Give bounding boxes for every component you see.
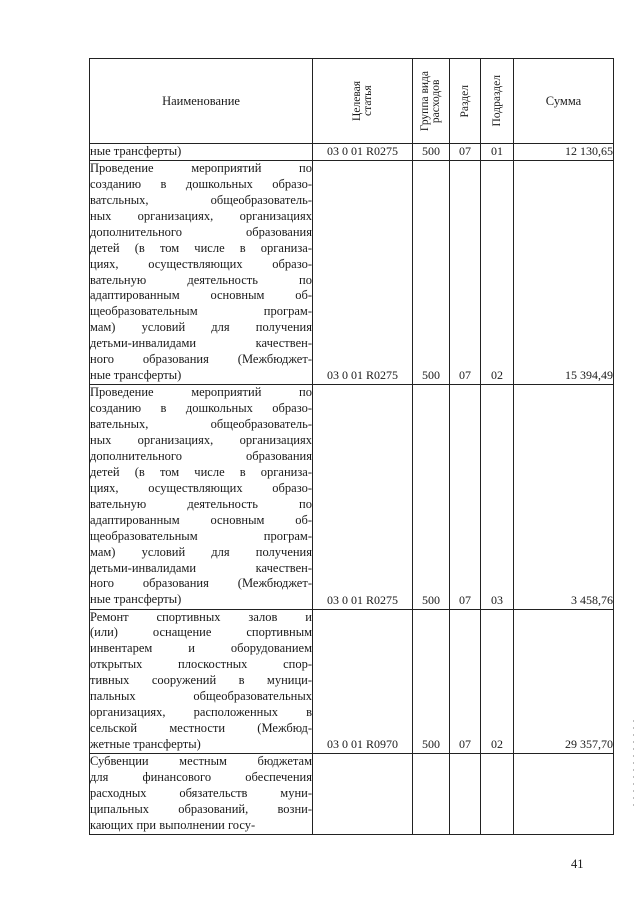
name-line: вательную деятельность по <box>90 496 312 511</box>
header-name: Наименование <box>90 59 313 144</box>
sum-cell <box>514 754 614 835</box>
section-cell <box>450 160 481 384</box>
name-line: дополнительного образования <box>90 224 312 239</box>
header-subsection: Подраздел <box>481 59 514 144</box>
target-article-cell <box>313 160 413 384</box>
target-article-cell <box>313 754 413 835</box>
target-article-cell-value: 03 0 01 R0970 <box>326 737 398 752</box>
sum-cell <box>514 160 614 384</box>
subsection-cell-value <box>481 818 513 834</box>
row-name-cell <box>90 609 313 754</box>
page-number: 41 <box>571 857 584 871</box>
expense-group-cell-value: 500 <box>422 368 440 383</box>
name-line: циях, осуществляющих образо- <box>90 256 312 271</box>
sum-cell-value: 12 130,65 <box>565 144 613 158</box>
name-line: мам) условий для получения <box>90 320 312 335</box>
table-row <box>90 754 614 835</box>
expense-group-cell <box>413 144 450 161</box>
target-article-cell <box>313 385 413 609</box>
header-target-article: Целевая статья <box>313 59 413 144</box>
name-line: (или) оснащение спортивным <box>90 625 312 640</box>
table-row <box>90 609 614 754</box>
budget-table <box>89 58 614 835</box>
name-line: циях, осуществляющих образо- <box>90 480 312 495</box>
row-name-cell <box>90 385 313 609</box>
target-article-cell-value: 03 0 01 R0275 <box>326 144 398 158</box>
name-line: расходных обязательств муни- <box>90 785 312 800</box>
name-line: ных организациях, организациях <box>90 433 312 448</box>
name-line: вательных, общеобразователь- <box>90 417 312 432</box>
name-line: детьми-инвалидами качествен- <box>90 336 312 351</box>
name-line: Проведение мероприятий по <box>90 385 312 400</box>
name-line: дополнительного образования <box>90 448 312 463</box>
table-row <box>90 385 614 609</box>
name-line: ные трансферты) <box>90 144 182 158</box>
name-line: ные трансферты) <box>90 592 182 607</box>
name-line: ные трансферты) <box>90 368 182 383</box>
sum-cell <box>514 144 614 161</box>
section-cell-value: 07 <box>459 368 471 383</box>
subsection-cell <box>481 609 514 754</box>
name-line: сельской местности (Межбюд- <box>90 721 312 736</box>
subsection-cell <box>481 160 514 384</box>
sum-cell-value: 3 458,76 <box>571 592 613 607</box>
expense-group-cell-value: 500 <box>422 144 440 158</box>
subsection-cell-value: 02 <box>491 737 503 752</box>
expense-group-cell <box>413 754 450 835</box>
section-cell-value: 07 <box>459 144 471 158</box>
subsection-cell-value: 03 <box>491 592 503 607</box>
name-line: Ремонт спортивных залов и <box>90 609 312 624</box>
section-cell <box>450 385 481 609</box>
subsection-cell <box>481 385 514 609</box>
section-cell-value: 07 <box>459 592 471 607</box>
name-line: ного образования (Межбюджет- <box>90 576 312 591</box>
sum-cell-value: 15 394,49 <box>565 368 613 383</box>
sum-cell <box>514 609 614 754</box>
subsection-cell <box>481 144 514 161</box>
row-name-cell <box>90 144 313 161</box>
name-line: ципальных образований, возни- <box>90 801 312 816</box>
subsection-cell-value: 01 <box>491 144 503 158</box>
target-article-cell-value <box>313 818 412 834</box>
header-expense-group: Группа вида расходов <box>413 59 450 144</box>
name-line: Субвенции местным бюджетам <box>90 754 312 769</box>
expense-group-cell <box>413 609 450 754</box>
margin-scan-artifact <box>633 720 634 810</box>
name-line: ватсльных, общеобразователь- <box>90 192 312 207</box>
table-body <box>90 144 614 835</box>
sum-cell-value <box>514 818 613 834</box>
name-line: детей (в том числе в организа- <box>90 464 312 479</box>
sum-cell <box>514 385 614 609</box>
section-cell-value: 07 <box>459 737 471 752</box>
section-cell <box>450 754 481 835</box>
name-line: открытых плоскостных спор- <box>90 657 312 672</box>
target-article-cell-value: 03 0 01 R0275 <box>326 592 398 607</box>
name-line: созданию в дошкольных образо- <box>90 176 312 191</box>
name-line: детей (в том числе в организа- <box>90 240 312 255</box>
table-row <box>90 144 614 161</box>
expense-group-cell-value: 500 <box>422 592 440 607</box>
name-line: ного образования (Межбюджет- <box>90 352 312 367</box>
row-name-cell <box>90 754 313 835</box>
name-line: для финансового обеспечения <box>90 769 312 784</box>
name-line: пальных общеобразовательных <box>90 689 312 704</box>
name-line: щеобразовательным програм- <box>90 528 312 543</box>
name-line: кающих при выполнении госу- <box>90 817 256 832</box>
row-name-cell <box>90 160 313 384</box>
name-line: адаптированным основным об- <box>90 512 312 527</box>
sum-cell-value: 29 357,70 <box>565 737 613 752</box>
name-line: инвентарем и оборудованием <box>90 641 312 656</box>
table-row <box>90 160 614 384</box>
target-article-cell-value: 03 0 01 R0275 <box>326 368 398 383</box>
name-line: организациях, расположенных в <box>90 705 312 720</box>
name-line: мам) условий для получения <box>90 544 312 559</box>
name-line: адаптированным основным об- <box>90 288 312 303</box>
expense-group-cell-value: 500 <box>422 737 440 752</box>
expense-group-cell-value <box>413 818 449 834</box>
name-line: ных организациях, организациях <box>90 208 312 223</box>
name-line: вательную деятельность по <box>90 272 312 287</box>
section-cell-value <box>450 818 480 834</box>
name-line: детьми-инвалидами качествен- <box>90 560 312 575</box>
target-article-cell <box>313 609 413 754</box>
name-line: тивных сооружений в муници- <box>90 673 312 688</box>
subsection-cell-value: 02 <box>491 368 503 383</box>
name-line: жетные трансферты) <box>90 737 201 751</box>
header-section: Раздел <box>450 59 481 144</box>
subsection-cell <box>481 754 514 835</box>
expense-group-cell <box>413 385 450 609</box>
section-cell <box>450 609 481 754</box>
target-article-cell <box>313 144 413 161</box>
section-cell <box>450 144 481 161</box>
name-line: созданию в дошкольных образо- <box>90 401 312 416</box>
name-line: Проведение мероприятий по <box>90 160 312 175</box>
expense-group-cell <box>413 160 450 384</box>
header-row <box>90 59 614 144</box>
header-sum: Сумма <box>514 59 614 144</box>
name-line: щеобразовательным програм- <box>90 304 312 319</box>
